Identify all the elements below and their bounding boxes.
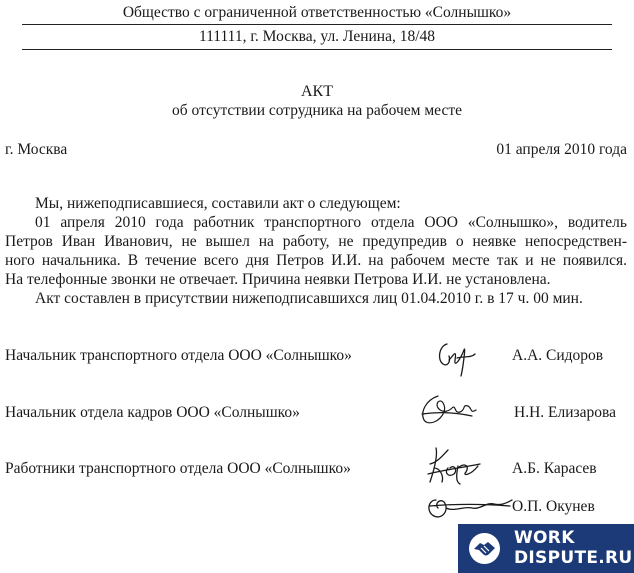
header-divider-bottom: [22, 49, 612, 50]
signature-karasev: [426, 446, 482, 486]
signatory-name-1: А.А. Сидоров: [512, 347, 604, 364]
signatory-name-3: А.Б. Карасев: [512, 460, 597, 477]
document-city: г. Москва: [5, 141, 68, 158]
header-divider-top: [22, 24, 612, 25]
signatory-position-2: Начальник отдела кадров ООО «Солнышко»: [5, 404, 300, 421]
body-line-4: ного начальника. В течение всего дня Петров И.И. на рабочем месте так и не появился.: [5, 252, 627, 269]
document-date: 01 апреля 2010 года: [496, 141, 627, 158]
logo-text-line-2: DISPUTE.RU: [514, 548, 633, 568]
signature-sidorov: [433, 338, 477, 378]
signatory-name-4: О.П. Окунев: [512, 498, 595, 515]
workdispute-logo: [458, 524, 634, 573]
body-line-5: На телефонные звонки не отвечает. Причина неявки Петрова И.И. не установлена.: [5, 271, 551, 288]
document-title: АКТ: [301, 83, 333, 100]
signature-elizarova: [418, 392, 480, 428]
body-line-2: 01 апреля 2010 года работник транспортного отдела ООО «Солнышко», водитель: [35, 214, 627, 231]
document-subtitle: об отсутствии сотрудника на рабочем месте: [172, 102, 462, 119]
signatory-name-2: Н.Н. Елизарова: [514, 404, 617, 421]
body-line-1: Мы, нижеподписавшиеся, составили акт о следующем:: [35, 195, 401, 212]
body-line-6: Акт составлен в присутствии нижеподписавшихся лиц 01.04.2010 г. в 17 ч. 00 мин.: [35, 290, 583, 307]
handshake-icon: [469, 533, 500, 564]
logo-text-line-1: WORK: [514, 528, 575, 548]
organization-address: 111111, г. Москва, ул. Ленина, 18/48: [198, 28, 436, 45]
signatory-position-1: Начальник транспортного отдела ООО «Солнышко»: [5, 347, 352, 364]
organization-name: Общество с ограниченной ответственностью «Солнышко»: [122, 4, 512, 21]
signature-okunev: [424, 490, 514, 522]
signatory-position-3: Работники транспортного отдела ООО «Солнышко»: [5, 460, 351, 477]
body-line-3: Петров Иван Иванович, не вышел на работу, не предупредив о неявке непосредствен-: [5, 233, 627, 250]
act-body: [5, 194, 627, 308]
